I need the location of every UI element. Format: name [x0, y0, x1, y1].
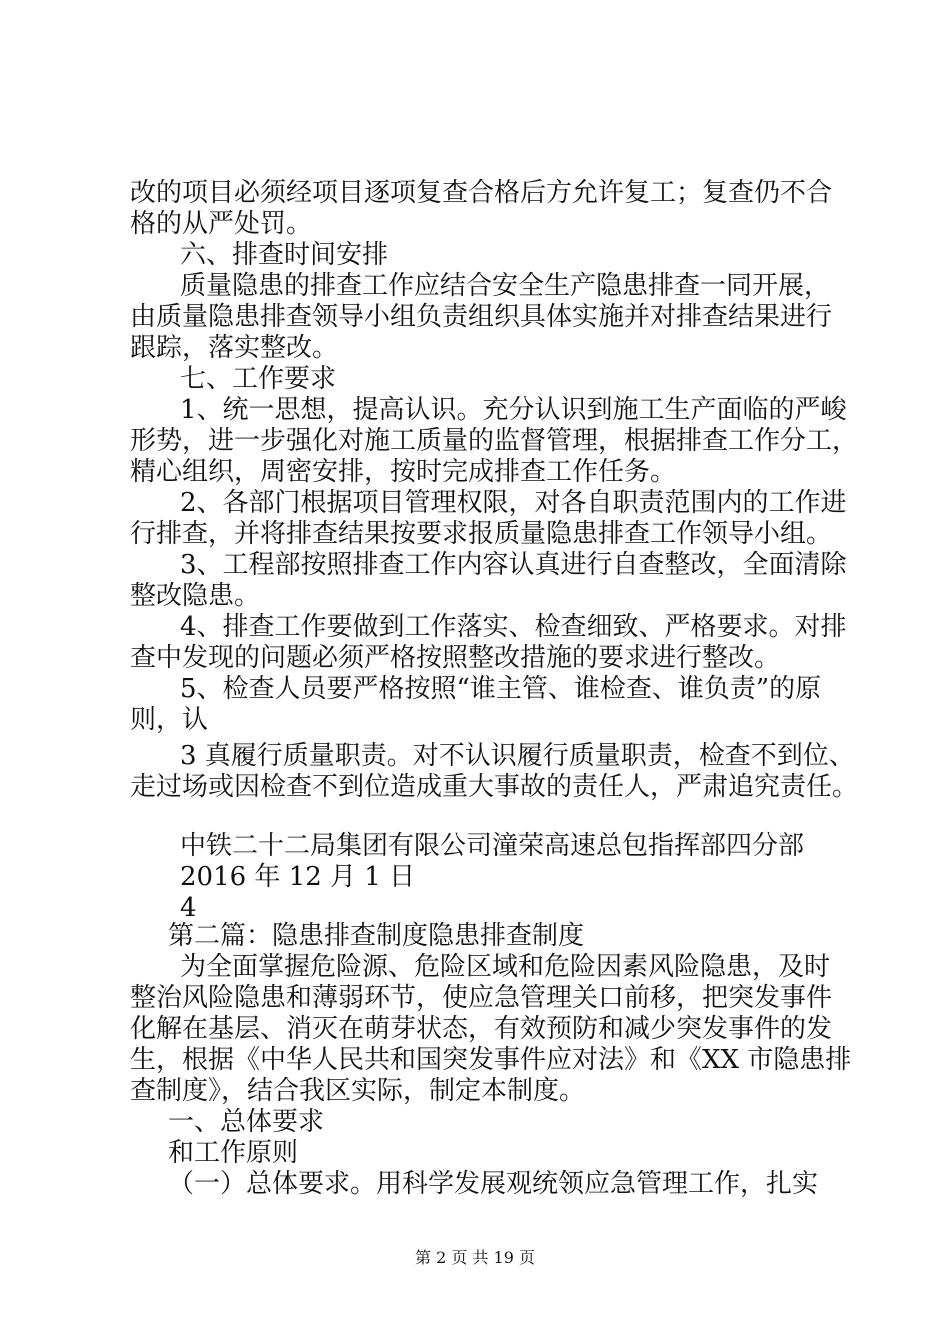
text-line: 查中发现的问题必须严格按照整改措施的要求进行整改。 [130, 643, 781, 673]
text-line: 为全面掌握危险源、危险区域和危险因素风险隐患，及时 [180, 952, 831, 982]
text-line: 生，根据《中华人民共和国突发事件应对法》和《XX 市隐患排 [130, 1045, 852, 1075]
section-heading: 七、工作要求 [180, 364, 337, 394]
text-line: 3、工程部按照排查工作内容认真进行自查整改，全面清除 [180, 550, 847, 580]
text-line: 5、检查人员要严格按照“谁主管、谁检查、谁负责”的原 [180, 674, 822, 704]
text-line: 由质量隐患排查领导小组负责组织具体实施并对排查结果进行 [130, 302, 833, 332]
text-line: 整治风险隐患和薄弱环节，使应急管理关口前移，把突发事件 [130, 983, 833, 1013]
signature-date: 2016 年 12 月 1 日 [180, 862, 416, 892]
page-marker: 4 [180, 893, 197, 923]
text-line: 质量隐患的排查工作应结合安全生产隐患排查一同开展， [180, 271, 831, 301]
section-heading: 六、排查时间安排 [180, 240, 389, 270]
text-line: 2、各部门根据项目管理权限，对各自职责范围内的工作进 [180, 488, 847, 518]
text-line: 精心组织，周密安排，按时完成排查工作任务。 [130, 457, 677, 487]
section-heading: 和工作原则 [168, 1138, 299, 1168]
text-line: 则，认 [130, 705, 209, 735]
section-heading: 一、总体要求 [168, 1107, 325, 1137]
text-line: （一）总体要求。用科学发展观统领应急管理工作，扎实 [168, 1169, 819, 1199]
page-footer: 第 2 页 共 19 页 [415, 1248, 535, 1267]
text-line: 化解在基层、消灭在萌芽状态，有效预防和减少突发事件的发 [130, 1014, 833, 1044]
text-line: 查制度》，结合我区实际，制定本制度。 [130, 1076, 586, 1106]
text-line: 3 真履行质量职责。对不认识履行质量职责，检查不到位、 [180, 741, 855, 771]
text-line: 4、排查工作要做到工作落实、检查细致、严格要求。对排 [180, 612, 847, 642]
chapter-heading: 第二篇：隐患排查制度隐患排查制度 [168, 921, 585, 951]
text-line: 行排查，并将排查结果按要求报质量隐患排查工作领导小组。 [130, 519, 833, 549]
text-line: 格的从严处罚。 [130, 209, 313, 239]
signature-org: 中铁二十二局集团有限公司潼荣高速总包指挥部四分部 [180, 831, 805, 861]
text-line: 改的项目必须经项目逐项复查合格后方允许复工；复查仍不合 [130, 178, 833, 208]
text-line: 跟踪，落实整改。 [130, 333, 339, 363]
text-line: 1、统一思想，提高认识。充分认识到施工生产面临的严峻 [180, 395, 847, 425]
text-line: 形势，进一步强化对施工质量的监督管理，根据排查工作分工， [130, 426, 859, 456]
text-line: 走过场或因检查不到位造成重大事故的责任人，严肃追究责任。 [130, 772, 859, 802]
text-line: 整改隐患。 [130, 581, 261, 611]
